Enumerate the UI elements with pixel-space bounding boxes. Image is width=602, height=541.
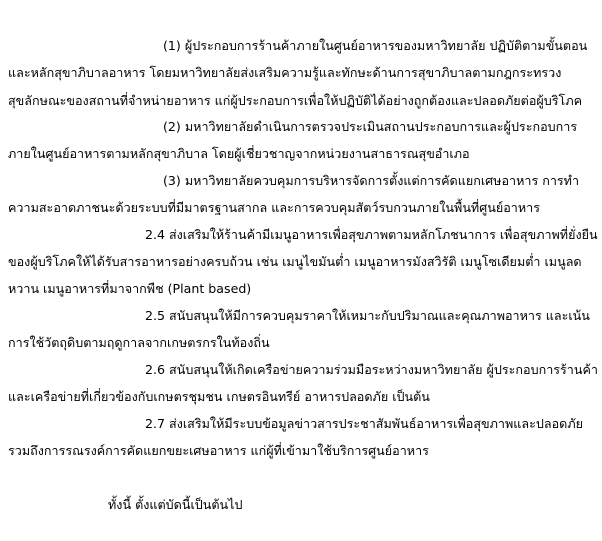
closing-statement: ทั้งนี้ ตั้งแต่บัดนี้เป็นต้นไป (108, 497, 243, 512)
item-2-6-line-1: 2.6 สนับสนุนให้เกิดเครือข่ายความร่วมมือระหว่างมหาวิทยาลัย ผู้ประกอบการร้านค้า (145, 362, 598, 377)
item-2-7-line-2: รวมถึงการรณรงค์การคัดแยกขยะเศษอาหาร แก่ผู้ที่เข้ามาใช้บริการศูนย์อาหาร (8, 443, 429, 458)
paragraph-3-line-1: (3) มหาวิทยาลัยควบคุมการบริหารจัดการตั้งแต่การคัดแยกเศษอาหาร การทำ (163, 173, 580, 188)
paragraph-3-line-2: ความสะอาดภาชนะด้วยระบบที่มีมาตรฐานสากล และการควบคุมสัตว์รบกวนภายในพื้นที่ศูนย์อาหาร (8, 200, 540, 215)
paragraph-2-line-1: (2) มหาวิทยาลัยดำเนินการตรวจประเมินสถานประกอบการและผู้ประกอบการ (163, 119, 578, 134)
item-2-4-line-2: ของผู้บริโภคให้ได้รับสารอาหารอย่างครบถ้วน เช่น เมนูไขมันต่ำ เมนูอาหารมังสวิรัติ เมนูโซเดียมต่ำ เมนูลด (8, 254, 582, 269)
item-2-7-line-1: 2.7 ส่งเสริมให้มีระบบข้อมูลข่าวสารประชาสัมพันธ์อาหารเพื่อสุขภาพและปลอดภัย (145, 416, 584, 431)
paragraph-1-line-2: และหลักสุขาภิบาลอาหาร โดยมหาวิทยาลัยส่งเสริมความรู้และทักษะด้านการสุขาภิบาลตามกฎกระทรวง (8, 65, 562, 80)
item-2-6-line-2: และเครือข่ายที่เกี่ยวข้องกับเกษตรชุมชน เกษตรอินทรีย์ อาหารปลอดภัย เป็นต้น (8, 389, 430, 404)
paragraph-2-line-2: ภายในศูนย์อาหารตามหลักสุขาภิบาล โดยผู้เชี่ยวชาญจากหน่วยงานสาธารณสุขอำเภอ (8, 146, 470, 161)
paragraph-1-line-3: สุขลักษณะของสถานที่จำหน่ายอาหาร แก่ผู้ประกอบการเพื่อให้ปฏิบัติได้อย่างถูกต้องและปลอดภัยต่อผู้บริโภค (8, 93, 583, 108)
paragraph-1-line-1: (1) ผู้ประกอบการร้านค้าภายในศูนย์อาหารของมหาวิทยาลัย ปฏิบัติตามขั้นตอน (163, 38, 588, 53)
item-2-5-line-1: 2.5 สนับสนุนให้มีการควบคุมราคาให้เหมาะกับปริมาณและคุณภาพอาหาร และเน้น (145, 308, 590, 323)
item-2-4-line-1: 2.4 ส่งเสริมให้ร้านค้ามีเมนูอาหารเพื่อสุขภาพตามหลักโภชนาการ เพื่อสุขภาพที่ยั่งยืน (145, 227, 598, 242)
item-2-4-line-3: หวาน เมนูอาหารที่มาจากพืช (Plant based) (8, 281, 252, 296)
item-2-5-line-2: การใช้วัตถุดิบตามฤดูกาลจากเกษตรกรในท้องถิ่น (8, 335, 270, 350)
